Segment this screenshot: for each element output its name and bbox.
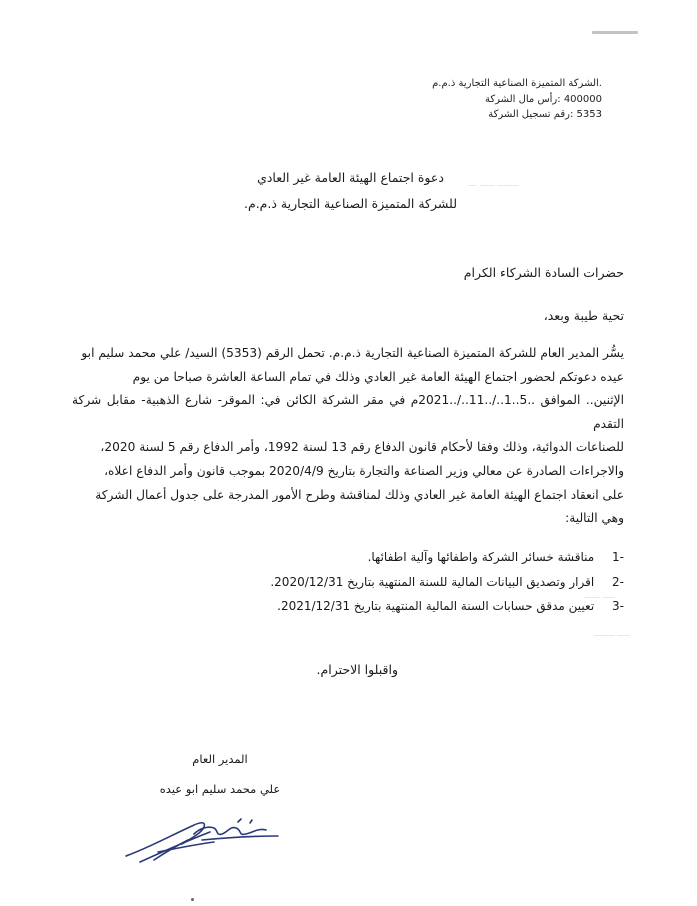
company-name: .الشركة المتميزة الصناعية التجارية ذ.م.م xyxy=(432,78,602,89)
body-line: يسُّر المدير العام للشركة المتميزة الصناعية التجارية ذ.م.م. تحمل الرقم (5353) السيد/ علي محمد سليم ابو xyxy=(81,346,624,360)
body-line: على انعقاد اجتماع الهيئة العامة غير العادي وذلك لمناقشة وطرح الأمور المدرجة على جدول أعمال الشركة xyxy=(95,487,624,502)
signer-block xyxy=(150,744,290,804)
agenda-item-number: -1 xyxy=(612,550,624,564)
body-line: للصناعات الدوائية، وذلك وفقا لأحكام قانون الدفاع رقم 13 لسنة 1992، وأمر الدفاع رقم 5 لسنة 2020، xyxy=(100,440,624,455)
agenda-item-number: -3 xyxy=(612,599,624,613)
title-line-2: للشركة المتميزة الصناعية التجارية ذ.م.م. xyxy=(243,196,457,211)
agenda-item-number: -2 xyxy=(612,574,624,589)
agenda-item xyxy=(164,545,624,570)
closing-line: واقبلوا الاحترام. xyxy=(316,662,398,677)
agenda-item xyxy=(164,570,624,595)
agenda-item-text: اقرار وتصديق البيانات المالية للسنة المنتهية بتاريخ 2020/12/31. xyxy=(270,574,595,589)
invitation-body xyxy=(72,342,624,531)
bleed-through-text: ــــ ـــــــ xyxy=(594,628,630,639)
greeting: حضرات السادة الشركاء الكرام xyxy=(463,265,624,280)
agenda-list xyxy=(164,545,624,619)
company-info-block xyxy=(432,76,602,123)
agenda-item-text: تعيين مدقق حسابات السنة المالية المنتهية بتاريخ 2021/12/31. xyxy=(277,599,595,613)
invitation-title xyxy=(244,165,457,217)
bleed-through-text: ـــــــ ـــــ ـــ xyxy=(468,178,519,189)
salutation: تحية طيبة وبعد، xyxy=(543,308,624,323)
agenda-item-text: مناقشة خسائر الشركة واطفائها وآلية اطفائها. xyxy=(367,550,595,564)
signer-role: المدير العام xyxy=(192,752,248,766)
bleed-through-text: ــــ ـــــ xyxy=(585,590,615,601)
body-line: وهي التالية: xyxy=(565,511,624,526)
body-line: والاجراءات الصادرة عن معالي وزير الصناعة والتجارة بتاريخ 2020/4/9 بموجب قانون وأمر الدفاع اعلاه، xyxy=(104,463,624,478)
ink-dot xyxy=(191,898,194,901)
title-line-1: دعوة اجتماع الهيئة العامة غير العادي xyxy=(257,170,444,185)
company-capital: 400000 :رأس مال الشركة xyxy=(485,93,602,105)
company-registration: 5353 :رقم تسجيل الشركة xyxy=(488,109,602,120)
scan-mark xyxy=(592,31,638,34)
body-line: الإثنين.. الموافق ..5..1../..11../..2021م في مقر الشركة الكائن في: الموقر- شارع الذهبية- مقابل شركة التقدم xyxy=(72,393,624,431)
handwritten-signature xyxy=(118,812,288,870)
agenda-item xyxy=(164,594,624,619)
body-line: عيده دعوتكم لحضور اجتماع الهيئة العامة غير العادي وذلك في تمام الساعة العاشرة صباحا من يوم xyxy=(132,369,624,384)
signer-name: علي محمد سليم ابو عيده xyxy=(159,782,281,796)
